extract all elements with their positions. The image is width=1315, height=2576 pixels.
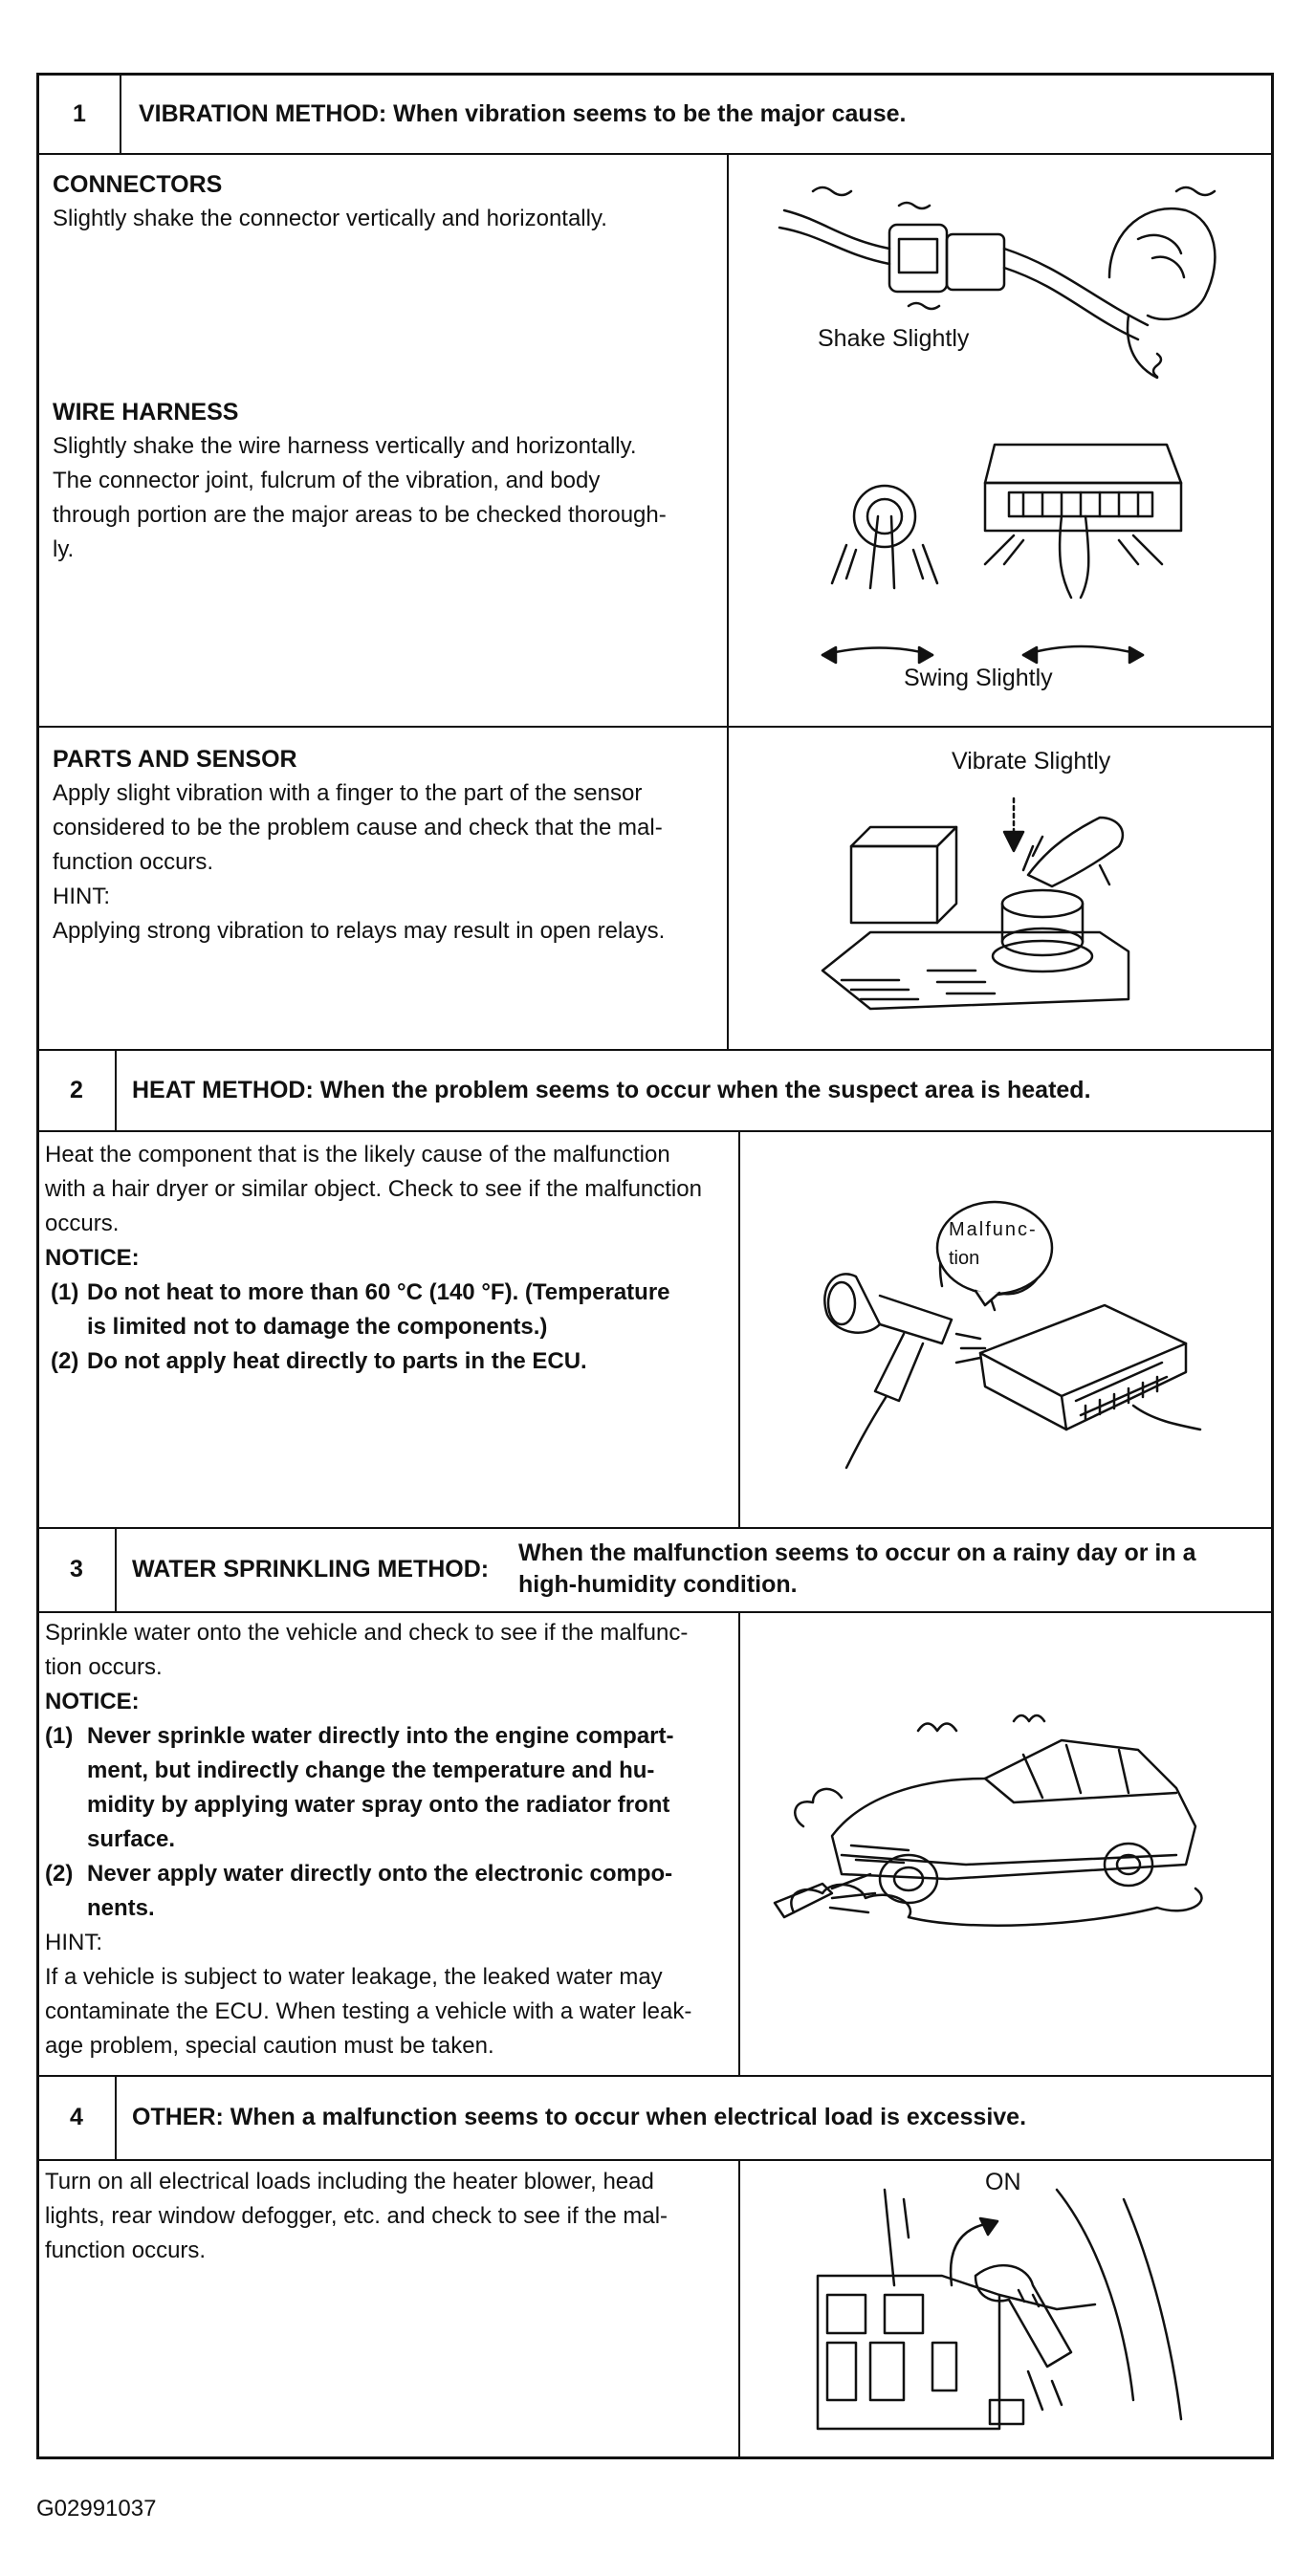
section-3-title-line1: When the malfunction seems to occur on a rainy day or in a bbox=[518, 1539, 1196, 1566]
electrical-load-switch-illustration bbox=[808, 2180, 1210, 2438]
water-sprinkle-car-illustration bbox=[775, 1712, 1224, 1960]
notice-line: Never apply water directly onto the electronic compo- bbox=[87, 1861, 673, 1887]
heat-method-block bbox=[45, 1138, 735, 1379]
notice-line: nents. bbox=[87, 1895, 155, 1921]
column-divider bbox=[727, 153, 729, 1049]
notice-line: Never sprinkle water directly into the engine compart- bbox=[87, 1723, 674, 1749]
wire-harness-block bbox=[53, 395, 722, 567]
wire-harness-line: ly. bbox=[53, 536, 75, 562]
swing-slightly-label: Swing Slightly bbox=[904, 665, 1053, 691]
connectors-heading: CONNECTORS bbox=[53, 171, 223, 198]
water-line: Sprinkle water onto the vehicle and check to see if the malfunc- bbox=[45, 1620, 689, 1646]
notice-item bbox=[45, 1276, 735, 1344]
connectors-text: Slightly shake the connector vertically and horizontally. bbox=[53, 206, 607, 231]
notice-line: is limited not to damage the components.) bbox=[87, 1314, 548, 1340]
section-3-title-prefix: WATER SPRINKLING METHOD: bbox=[132, 1556, 490, 1583]
notice-label: NOTICE: bbox=[45, 1245, 140, 1271]
section-2-title: HEAT METHOD: When the problem seems to occur when the suspect area is heated. bbox=[132, 1077, 1091, 1103]
notice-marker: (1) bbox=[51, 1279, 79, 1305]
on-label: ON bbox=[985, 2169, 1021, 2195]
other-line: Turn on all electrical loads including the heater blower, head bbox=[45, 2169, 654, 2194]
number-divider bbox=[115, 1049, 117, 1130]
other-method-block bbox=[45, 2165, 735, 2268]
parts-sensor-line: function occurs. bbox=[53, 849, 214, 875]
hint-line: If a vehicle is subject to water leakage, the leaked water may bbox=[45, 1964, 663, 1990]
wire-harness-line: The connector joint, fulcrum of the vibration, and body bbox=[53, 468, 601, 493]
notice-marker: (1) bbox=[45, 1723, 74, 1749]
shake-slightly-label: Shake Slightly bbox=[818, 325, 970, 352]
notice-item bbox=[45, 1344, 735, 1379]
heat-line: occurs. bbox=[45, 1211, 120, 1236]
row-divider bbox=[36, 1049, 1274, 1051]
wire-harness-line: Slightly shake the wire harness vertically and horizontally. bbox=[53, 433, 637, 459]
notice-marker: (2) bbox=[45, 1861, 74, 1887]
parts-sensor-line: Apply slight vibration with a finger to the part of the sensor bbox=[53, 780, 643, 806]
notice-item bbox=[45, 1857, 735, 1926]
section-1-title: VIBRATION METHOD: When vibration seems to be the major cause. bbox=[139, 100, 907, 127]
figure-code: G02991037 bbox=[36, 2496, 157, 2521]
section-3-number: 3 bbox=[70, 1556, 83, 1583]
notice-label: NOTICE: bbox=[45, 1689, 140, 1714]
water-method-block bbox=[45, 1616, 735, 2063]
section-4-title: OTHER: When a malfunction seems to occur when electrical load is excessive. bbox=[132, 2104, 1027, 2130]
hint-label: HINT: bbox=[45, 1930, 102, 1955]
other-line: lights, rear window defogger, etc. and check to see if the mal- bbox=[45, 2203, 668, 2229]
row-divider bbox=[36, 2159, 1274, 2161]
notice-line: Do not heat to more than 60 °C (140 °F). (Temperature bbox=[87, 1279, 670, 1305]
swing-harness-illustration bbox=[803, 435, 1205, 674]
notice-line: Do not apply heat directly to parts in the ECU. bbox=[87, 1348, 587, 1374]
number-divider bbox=[115, 1527, 117, 1611]
water-line: tion occurs. bbox=[45, 1654, 163, 1680]
malfunction-label-2: tion bbox=[949, 1248, 980, 1269]
row-divider bbox=[36, 1611, 1274, 1613]
wire-harness-heading: WIRE HARNESS bbox=[53, 399, 239, 426]
notice-marker: (2) bbox=[51, 1348, 79, 1374]
row-divider bbox=[36, 153, 1274, 155]
hint-line: contaminate the ECU. When testing a vehicle with a water leak- bbox=[45, 1998, 692, 2024]
row-divider bbox=[36, 726, 1274, 728]
column-divider bbox=[738, 1130, 740, 1527]
section-4-number: 4 bbox=[70, 2104, 83, 2130]
hint-text: Applying strong vibration to relays may result in open relays. bbox=[53, 918, 666, 944]
vibrate-sensor-illustration bbox=[813, 779, 1138, 1018]
notice-line: midity by applying water spray onto the radiator front bbox=[87, 1792, 670, 1818]
vibrate-slightly-label: Vibrate Slightly bbox=[952, 748, 1111, 775]
connectors-block bbox=[53, 167, 722, 236]
number-divider bbox=[115, 2075, 117, 2159]
row-divider bbox=[36, 1130, 1274, 1132]
hint-line: age problem, special caution must be taken. bbox=[45, 2033, 494, 2059]
parts-sensor-line: considered to be the problem cause and check that the mal- bbox=[53, 815, 663, 840]
row-divider bbox=[36, 1527, 1274, 1529]
section-1-number: 1 bbox=[73, 100, 86, 127]
column-divider bbox=[738, 1611, 740, 2075]
parts-sensor-heading: PARTS AND SENSOR bbox=[53, 746, 297, 773]
section-2-number: 2 bbox=[70, 1077, 83, 1103]
shake-connector-illustration bbox=[746, 172, 1243, 402]
wire-harness-line: through portion are the major areas to be checked thorough- bbox=[53, 502, 667, 528]
row-divider bbox=[36, 2075, 1274, 2077]
notice-line: surface. bbox=[87, 1826, 176, 1852]
notice-item bbox=[45, 1719, 735, 1857]
hint-label: HINT: bbox=[53, 884, 110, 909]
heat-line: Heat the component that is the likely cause of the malfunction bbox=[45, 1142, 670, 1168]
malfunction-label-1: Malfunc- bbox=[949, 1219, 1038, 1240]
section-3-title-line2: high-humidity condition. bbox=[518, 1571, 798, 1598]
heat-line: with a hair dryer or similar object. Check to see if the malfunction bbox=[45, 1176, 702, 1202]
column-divider bbox=[738, 2159, 740, 2459]
other-line: function occurs. bbox=[45, 2238, 207, 2263]
number-divider bbox=[120, 73, 121, 153]
notice-line: ment, but indirectly change the temperature and hu- bbox=[87, 1757, 655, 1783]
parts-sensor-block bbox=[53, 742, 722, 949]
